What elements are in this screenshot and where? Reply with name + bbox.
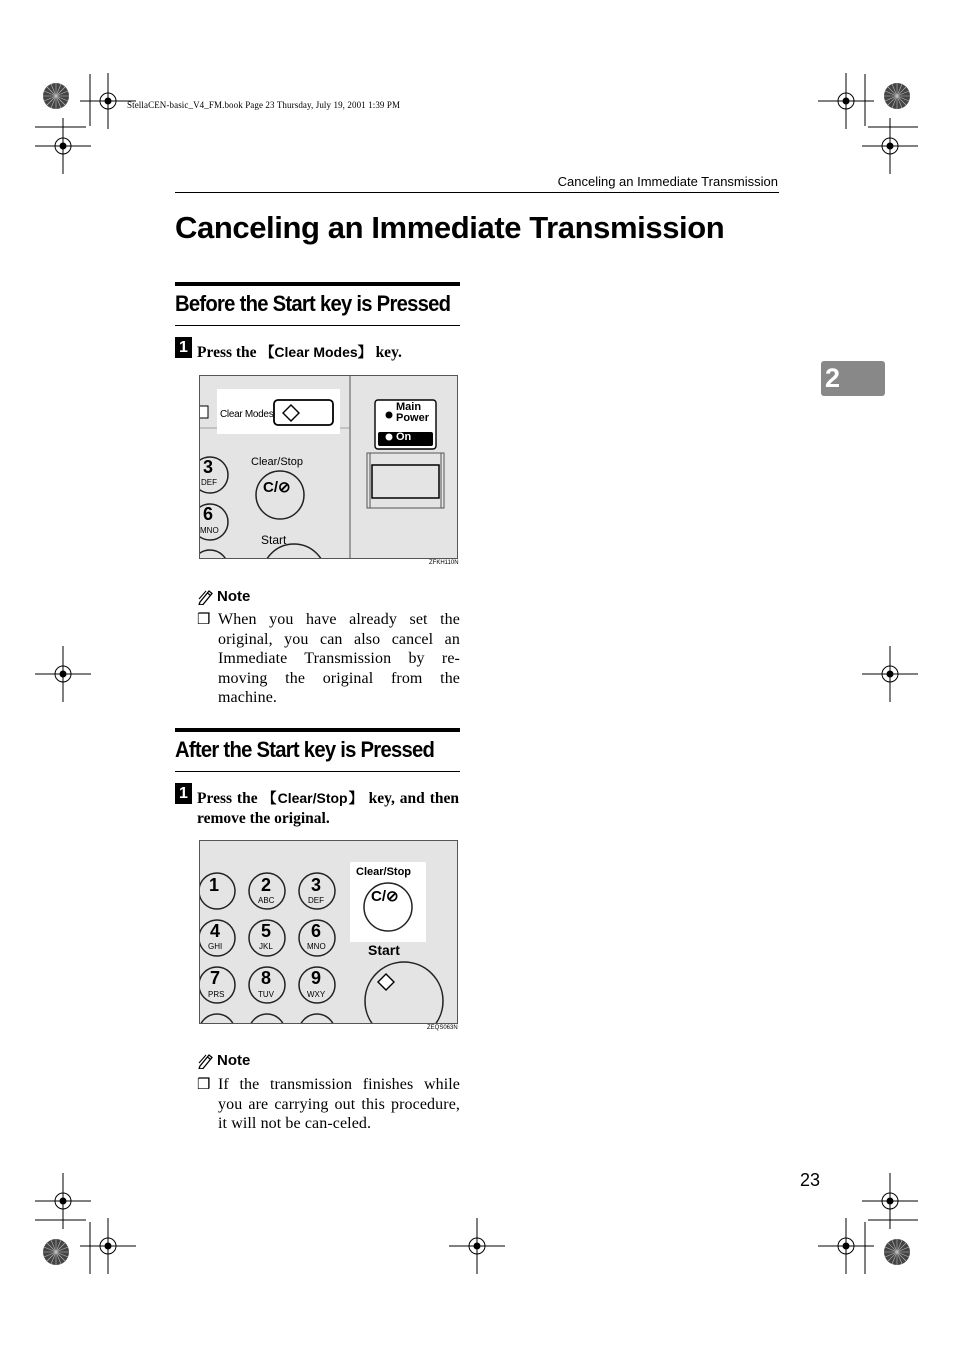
key-6: 6 <box>203 504 214 524</box>
step-number-badge: 1 <box>175 337 192 358</box>
start-label: Start <box>261 533 287 547</box>
section-title-before: Before the Start key is Pressed <box>175 291 451 316</box>
key-3: 3 <box>311 875 322 895</box>
figure-code: ZEQS063N <box>427 1025 458 1031</box>
key-name: 【Clear Modes】 <box>260 344 372 360</box>
key-1: 1 <box>209 875 220 895</box>
section-rule <box>175 771 460 772</box>
clear-stop-label: Clear/Stop <box>251 456 303 468</box>
start-label: Start <box>368 942 400 958</box>
checkbox-icon: ❒ <box>197 1077 211 1093</box>
note-heading <box>197 588 250 605</box>
key-3-letters: DEF <box>308 896 324 905</box>
key-3-letters: DEF <box>201 478 217 487</box>
main-power-label: Main Power <box>396 401 430 424</box>
key-2-letters: ABC <box>258 896 275 905</box>
note-heading <box>197 1052 250 1069</box>
key-9: 9 <box>311 968 322 988</box>
running-title: Canceling an Immediate Transmission <box>557 174 778 189</box>
step-number-badge: 1 <box>175 783 192 804</box>
page-title: Canceling an Immediate Transmission <box>175 210 725 245</box>
file-meta: StellaCEN-basic_V4_FM.book Page 23 Thursday, July 19, 2001 1:39 PM <box>127 100 401 110</box>
note-label: Note <box>217 1052 251 1069</box>
section-rule <box>175 325 460 326</box>
control-panel-figure <box>199 375 458 559</box>
note-text: If the transmission finishes while you are carrying out this procedure, it will not be can-celed. <box>218 1076 460 1133</box>
section-rule <box>175 282 460 286</box>
checkbox-icon: ❒ <box>197 612 211 628</box>
key-6-letters: MNO <box>307 942 326 951</box>
note-label: Note <box>217 588 251 605</box>
page-number: 23 <box>800 1170 821 1190</box>
key-6-letters: MNO <box>200 526 219 535</box>
clear-stop-symbol: C/⊘ <box>371 888 399 905</box>
header-rule <box>175 192 779 193</box>
chapter-tab: 2 <box>821 361 885 396</box>
clear-stop-label: Clear/Stop <box>356 866 412 878</box>
key-8: 8 <box>261 968 272 988</box>
key-name: 【Clear/Stop】 <box>262 790 364 806</box>
clear-stop-symbol: C/⊘ <box>263 479 291 496</box>
key-5: 5 <box>261 921 272 941</box>
key-3: 3 <box>203 457 214 477</box>
key-6: 6 <box>311 921 322 941</box>
keypad-figure <box>199 840 458 1024</box>
clear-modes-label: Clear Modes <box>220 409 274 420</box>
section-rule <box>175 728 460 732</box>
key-9-letters: WXY <box>307 990 326 999</box>
key-7: 7 <box>210 968 221 988</box>
key-8-letters: TUV <box>258 990 274 999</box>
key-4-letters: GHI <box>208 942 223 951</box>
step-instruction: Press the 【Clear/Stop】 key, and then remove the original. <box>197 790 459 827</box>
key-2: 2 <box>261 875 272 895</box>
key-7-letters: PRS <box>208 990 225 999</box>
step-instruction: Press the 【Clear Modes】 key. <box>197 344 402 361</box>
on-label: On <box>396 431 412 443</box>
key-4: 4 <box>210 921 221 941</box>
figure-code: ZFKH110N <box>429 560 459 566</box>
pencil-icon <box>197 1053 214 1069</box>
pencil-icon <box>197 589 214 605</box>
section-title-after: After the Start key is Pressed <box>175 737 435 762</box>
key-5-letters: JKL <box>259 942 273 951</box>
note-text: When you have already set the original, you can also cancel an Immediate Transmission by re-moving the original from the machine. <box>218 611 460 707</box>
